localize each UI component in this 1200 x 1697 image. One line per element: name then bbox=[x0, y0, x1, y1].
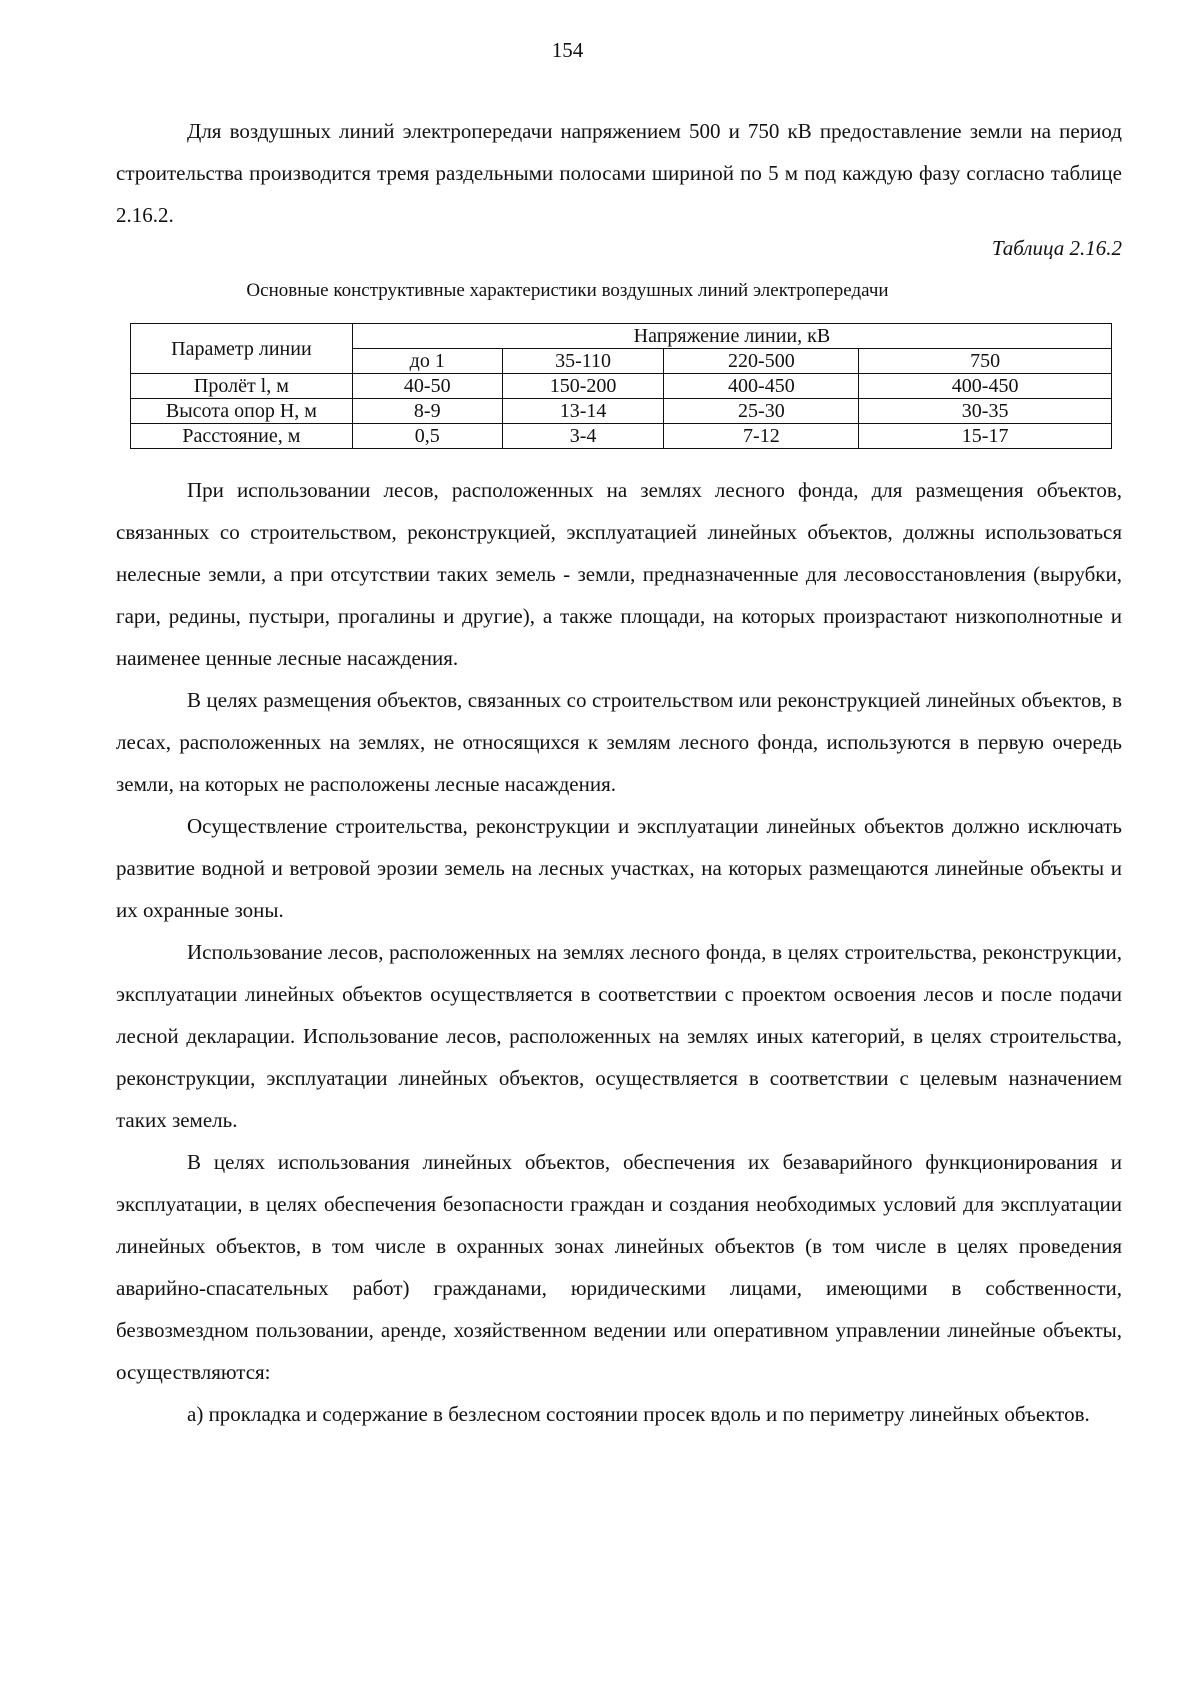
intro-paragraph: Для воздушных линий электропередачи напряжением 500 и 750 кВ предоставление земли на период строительства производится тремя раздельными полосами шириной по 5 м под каждую фазу согласно таблице 2.16.2. bbox=[116, 119, 1122, 227]
table-cell: 25-30 bbox=[664, 399, 859, 424]
table-cell: 400-450 bbox=[664, 374, 859, 399]
table-cell: 8-9 bbox=[352, 399, 502, 424]
table-cell: 30-35 bbox=[859, 399, 1112, 424]
intro-block bbox=[116, 110, 1122, 236]
paragraph: В целях размещения объектов, связанных со строительством или реконструкцией линейных объектов, в лесах, расположенных на землях, не относящихся к землям лесного фонда, используются в первую очередь земли, на которых не расположены лесные насаждения. bbox=[116, 688, 1122, 796]
table-cell: 13-14 bbox=[502, 399, 664, 424]
table-cell: 400-450 bbox=[859, 374, 1112, 399]
voltage-column-header: 220-500 bbox=[664, 349, 859, 374]
row-param: Расстояние, м bbox=[131, 424, 353, 449]
table-caption: Основные конструктивные характеристики воздушных линий электропередачи bbox=[246, 280, 889, 301]
paragraph: В целях использования линейных объектов, обеспечения их безаварийного функционирования и эксплуатации, в целях обеспечения безопасности граждан и создания необходимых условий для эксплуатации линейных объектов, в том числе в охранных зонах линейных объектов (в том числе в целях проведения аварийно-спасательных работ) гражданами, юридическими лицами, имеющими в собственности, безвозмездном пользовании, аренде, хозяйственном ведении или оперативном управлении линейные объекты, осуществляются: bbox=[116, 1150, 1122, 1384]
paragraph: Использование лесов, расположенных на землях лесного фонда, в целях строительства, реконструкции, эксплуатации линейных объектов осуществляется в соответствии с проектом освоения лесов и после подачи лесной декларации. Использование лесов, расположенных на землях иных категорий, в целях строительства, реконструкции, эксплуатации линейных объектов, осуществляется в соответствии с целевым назначением таких земель. bbox=[116, 940, 1122, 1132]
voltage-column-header: 35-110 bbox=[502, 349, 664, 374]
table-cell: 7-12 bbox=[664, 424, 859, 449]
voltage-column-header: до 1 bbox=[352, 349, 502, 374]
table-cell: 0,5 bbox=[352, 424, 502, 449]
table-row bbox=[131, 399, 1112, 424]
table-row bbox=[131, 374, 1112, 399]
row-param: Высота опор H, м bbox=[131, 399, 353, 424]
table-label: Таблица 2.16.2 bbox=[991, 236, 1122, 260]
param-header: Параметр линии bbox=[131, 324, 353, 374]
voltage-header: Напряжение линии, кВ bbox=[352, 324, 1111, 349]
table-cell: 150-200 bbox=[502, 374, 664, 399]
paragraph: а) прокладка и содержание в безлесном состоянии просек вдоль и по периметру линейных объектов. bbox=[187, 1402, 1090, 1426]
table-cell: 3-4 bbox=[502, 424, 664, 449]
table-header-row bbox=[131, 324, 1112, 349]
table-row bbox=[131, 424, 1112, 449]
paragraph: Осуществление строительства, реконструкции и эксплуатации линейных объектов должно исключать развитие водной и ветровой эрозии земель на лесных участках, на которых размещаются линейные объекты и их охранные зоны. bbox=[116, 814, 1122, 922]
page-number: 154 bbox=[551, 38, 584, 62]
voltage-column-header: 750 bbox=[859, 349, 1112, 374]
body-text bbox=[116, 469, 1122, 1435]
line-characteristics-table bbox=[130, 323, 1112, 449]
table-cell: 15-17 bbox=[859, 424, 1112, 449]
row-param: Пролёт l, м bbox=[131, 374, 353, 399]
paragraph: При использовании лесов, расположенных на землях лесного фонда, для размещения объектов, связанных со строительством, реконструкцией, эксплуатацией линейных объектов, должны использоваться нелесные земли, а при отсутствии таких земель - земли, предназначенные для лесовосстановления (вырубки, гари, редины, пустыри, прогалины и другие), а также площади, на которых произрастают низкополнотные и наименее ценные лесные насаждения. bbox=[116, 478, 1122, 670]
table-cell: 40-50 bbox=[352, 374, 502, 399]
